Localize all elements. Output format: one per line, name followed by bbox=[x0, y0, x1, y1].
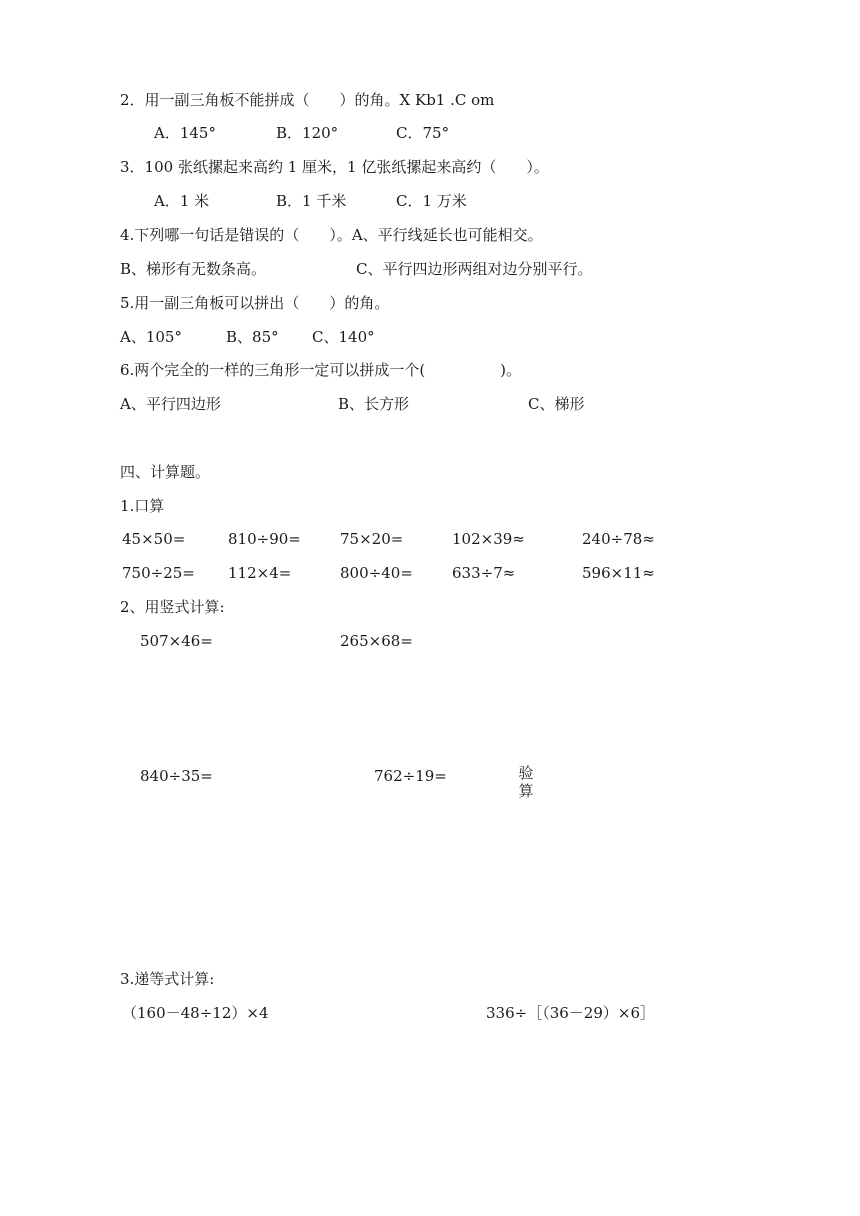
stepwise-calculation-title: 3.递等式计算: bbox=[120, 970, 215, 988]
question-3-option-c: C．1 万米 bbox=[396, 192, 467, 210]
question-6-option-a: A、平行四边形 bbox=[120, 395, 221, 413]
vertical-problem-1: 507×46= bbox=[140, 632, 213, 650]
check-note bbox=[518, 764, 534, 800]
question-6-option-c: C、梯形 bbox=[528, 395, 585, 413]
section-title-calculation: 四、计算题。 bbox=[120, 463, 211, 481]
check-note-char-2: 算 bbox=[518, 782, 534, 800]
oral-problem-10: 596×11≈ bbox=[582, 564, 655, 582]
question-3-option-a: A．1 米 bbox=[154, 192, 210, 210]
stepwise-problem-2: 336÷［（36－29）×6］ bbox=[486, 1004, 655, 1022]
oral-problem-3: 75×20= bbox=[340, 530, 404, 548]
question-6-stem: 6.两个完全的一样的三角形一定可以拼成一个( )。 bbox=[120, 361, 522, 379]
question-5-option-c: C、140° bbox=[312, 328, 375, 346]
check-note-char-1: 验 bbox=[518, 764, 534, 782]
oral-problem-7: 112×4= bbox=[228, 564, 292, 582]
question-2-stem: 2．用一副三角板不能拼成（ ）的角。X Kb1 .C om bbox=[120, 91, 495, 109]
oral-problem-8: 800÷40= bbox=[340, 564, 413, 582]
stepwise-problem-1: （160－48÷12）×4 bbox=[122, 1004, 269, 1022]
oral-problem-6: 750÷25= bbox=[122, 564, 195, 582]
question-3-stem: 3．100 张纸摞起来高约 1 厘米，1 亿张纸摞起来高约（ ）。 bbox=[120, 158, 549, 176]
vertical-problem-3: 840÷35= bbox=[140, 767, 213, 785]
question-2-option-a: A．145° bbox=[154, 124, 216, 142]
vertical-problem-2: 265×68= bbox=[340, 632, 413, 650]
question-4-stem: 4.下列哪一句话是错误的（ ）。A、平行线延长也可能相交。 bbox=[120, 226, 543, 244]
question-2-option-b: B．120° bbox=[276, 124, 339, 142]
question-5-stem: 5.用一副三角板可以拼出（ ）的角。 bbox=[120, 294, 390, 312]
question-4-option-c: C、平行四边形两组对边分别平行。 bbox=[356, 260, 593, 278]
oral-problem-1: 45×50= bbox=[122, 530, 186, 548]
vertical-problem-4: 762÷19= bbox=[374, 767, 447, 785]
oral-problem-9: 633÷7≈ bbox=[452, 564, 516, 582]
oral-problem-2: 810÷90= bbox=[228, 530, 301, 548]
oral-problem-4: 102×39≈ bbox=[452, 530, 525, 548]
question-6-option-b: B、长方形 bbox=[338, 395, 410, 413]
question-5-option-a: A、105° bbox=[120, 328, 182, 346]
vertical-calculation-title: 2、用竖式计算: bbox=[120, 598, 225, 616]
oral-calculation-title: 1.口算 bbox=[120, 497, 165, 515]
question-3-option-b: B．1 千米 bbox=[276, 192, 347, 210]
question-2-option-c: C．75° bbox=[396, 124, 450, 142]
question-5-option-b: B、85° bbox=[226, 328, 279, 346]
question-4-option-b: B、梯形有无数条高。 bbox=[120, 260, 267, 278]
oral-problem-5: 240÷78≈ bbox=[582, 530, 655, 548]
